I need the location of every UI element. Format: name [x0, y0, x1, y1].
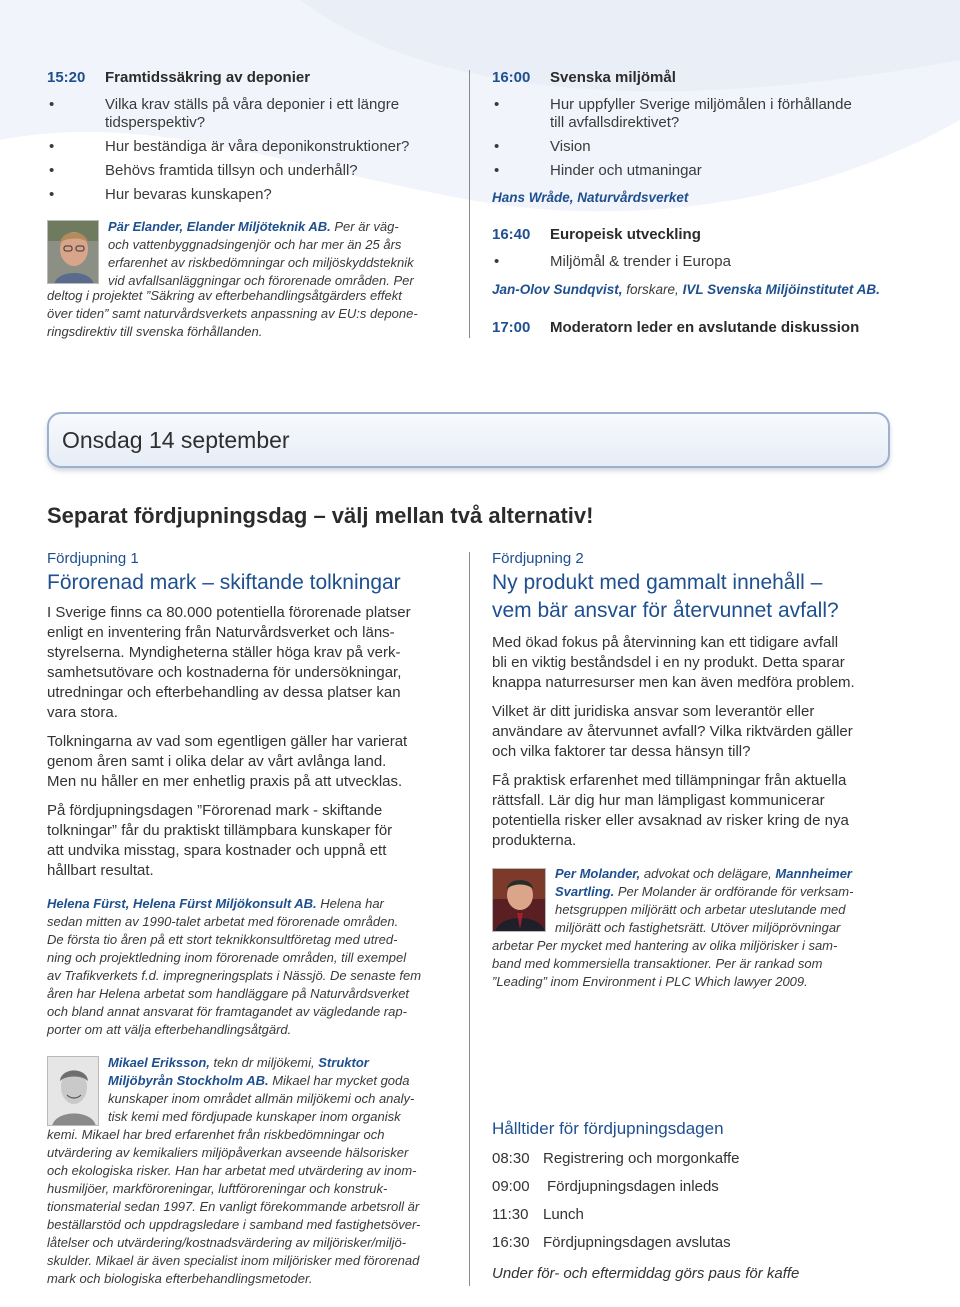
bullet-text: Vision: [550, 138, 591, 155]
speaker-line: [492, 281, 912, 299]
schedule-row: [492, 1201, 912, 1229]
portrait-image: [48, 1057, 99, 1126]
schedule-text: Registrering och morgonkaffe: [543, 1150, 740, 1167]
bullet-text: Miljömål & trender i Europa: [550, 253, 731, 270]
text-line: Med ökad fokus på återvinning kan ett tidigare avfall: [492, 634, 839, 651]
bullet-text: Behövs framtida tillsyn och underhåll?: [105, 162, 358, 179]
bullet-text: Hur uppfyller Sverige miljömålen i förhållande: [550, 96, 852, 113]
schedule-row: [492, 1229, 912, 1257]
schedule-row: [492, 1145, 912, 1173]
speaker-role: advokat och delägare,: [640, 866, 776, 881]
speaker-name: Jan-Olov Sundqvist,: [492, 282, 623, 297]
bio-line: De första tio åren på ett stort teknikkonsultföretag med utred-: [47, 932, 398, 947]
schedule-time: 11:30: [492, 1206, 529, 1223]
session-title: Svenska miljömål: [550, 69, 676, 86]
paragraph: [492, 633, 912, 693]
bio-line: och bland annat ansvarat för framtagandet av vägledande rap-: [47, 1004, 407, 1019]
schedule-title: Hålltider för fördjupningsdagen: [492, 1119, 724, 1138]
paragraph: [47, 801, 457, 881]
speaker-bio: [108, 1054, 458, 1126]
paragraph: [492, 771, 912, 851]
column-divider: [469, 552, 470, 1286]
text-line: potentiella risker eller avsaknad av risker kring de nya: [492, 812, 849, 829]
schedule-row: [492, 1173, 912, 1201]
deep-dive-2: [492, 550, 912, 851]
bio-line: kunskaper inom området allmän miljökemi och analy-: [108, 1091, 415, 1106]
time-label: 16:40: [492, 226, 531, 243]
bio-line: av Trafikverkets f.d. impregneringsplats i Nässjö. De senaste fem: [47, 968, 422, 983]
bullet-text: Hur beständiga är våra deponikonstruktioner?: [105, 138, 410, 155]
bio-line: deltog i projektet ”Säkring av efterbehandlingsåtgärders effekt: [47, 288, 402, 303]
deep-dive-title: [492, 569, 912, 625]
bullet-item: • Vision: [494, 138, 591, 155]
bio-line: och vattenbyggnadsingenjör och har mer än 25 års: [108, 237, 402, 252]
speaker-org: IVL Svenska Miljöinstitutet AB.: [682, 282, 880, 297]
bio-line: husmiljöer, markföroreningar, luftföroreningar och konstruk-: [47, 1181, 388, 1196]
schedule-text: Fördjupningsdagen avslutas: [543, 1234, 731, 1251]
text-line: tolkningar” får du praktiskt tillämpbara kunskaper för: [47, 822, 393, 839]
program-left: [47, 69, 452, 204]
program-item: [492, 226, 912, 244]
speaker-photo: [47, 1056, 99, 1126]
schedule-note: Under för- och eftermiddag görs paus för kaffe: [492, 1265, 800, 1282]
bullet-item: • Hur beständiga är våra deponikonstruktioner?: [49, 138, 410, 155]
bio-line: hetsgruppen miljörätt och arbetar uteslutande med: [555, 902, 846, 917]
bullet-item: • Miljömål & trender i Europa: [494, 253, 731, 270]
text-line: I Sverige finns ca 80.000 potentiella förorenade platser: [47, 604, 411, 621]
bio-line: tisk kemi med fördjupade kunskaper inom organisk: [108, 1109, 401, 1124]
text-line: Men nu håller en mer enhetlig praxis på att utvecklas.: [47, 773, 403, 790]
bio-line: över tiden” samt naturvårdsverkets anpassning av EU:s depone-: [47, 306, 418, 321]
speaker-org: Svartling.: [555, 884, 615, 899]
text-line: Tolkningarna av vad som egentligen gäller har varierat: [47, 733, 408, 750]
bullet-item: [47, 114, 452, 132]
speaker-bio-continued: [492, 937, 912, 991]
bullet-item: [492, 114, 912, 132]
text-line: samhetsutövare och kostnaderna för undersökningar,: [47, 664, 402, 681]
bullet-text: Vilka krav ställs på våra deponier i ett längre: [105, 96, 400, 113]
speaker-bio: [108, 218, 453, 290]
deep-dive-1: [47, 550, 457, 1039]
speaker-org: Mannheimer: [775, 866, 852, 881]
session-title: Europeisk utveckling: [550, 226, 701, 243]
speaker-photo: [47, 220, 99, 284]
bullet-item: • Hur uppfyller Sverige miljömålen i förhållande: [494, 96, 852, 113]
text-line: hållbart resultat.: [47, 862, 154, 879]
bio-line: band med kommersiella transaktioner. Per är rankad som: [492, 956, 823, 971]
bio-line: åren har Helena arbetat som handläggare på Naturvårdsverket: [47, 986, 410, 1001]
schedule-time: 08:30: [492, 1150, 530, 1167]
text-line: att undvika misstag, spara kostnader och uppnå ett: [47, 842, 387, 859]
speaker-name: Mikael Eriksson,: [108, 1055, 210, 1070]
speaker-bio: [555, 865, 915, 937]
deep-dive-label: Fördjupning 2: [492, 550, 584, 567]
bio-line: sedan mitten av 1990-talet arbetat med förorenade områden.: [47, 914, 399, 929]
bio-line: Helena har: [316, 896, 384, 911]
bullet-text: Hinder och utmaningar: [550, 162, 702, 179]
speaker-name: Helena Fürst, Helena Fürst Miljökonsult AB.: [47, 896, 317, 911]
paragraph: [47, 603, 457, 723]
bio-line: arbetar Per mycket med hantering av olika miljörisker i sam-: [492, 938, 838, 953]
text-line: enligt en inventering från Naturvårdsverket och läns-: [47, 624, 395, 641]
program-right: [492, 69, 912, 337]
text-line: Vilket är ditt juridiska ansvar som leverantör eller: [492, 703, 815, 720]
text-line: vara stora.: [47, 704, 118, 721]
schedule: [492, 1117, 912, 1282]
speaker-org: Miljöbyrån Stockholm AB.: [108, 1073, 269, 1088]
text-line: rättsfall. Lär dig hur man lämpligast kommunicerar: [492, 792, 825, 809]
session-title: Moderatorn leder en avslutande diskussion: [550, 319, 860, 336]
text-line: bli en viktig beståndsdel i en ny produkt. Detta sparar: [492, 654, 845, 671]
text-line: utredningar och efterbehandling av dessa platser kan: [47, 684, 401, 701]
bio-line: ”Leading” inom Environment i PLC Which lawyer 2009.: [492, 974, 808, 989]
bio-line: och ekologiska risker. Han har arbetat med utvärdering av inom-: [47, 1163, 417, 1178]
bullet-text: tidsperspektiv?: [105, 114, 206, 131]
bio-line: mark och biologiska efterbehandlingsmetoder.: [47, 1271, 313, 1286]
day-label: Onsdag 14 september: [62, 427, 290, 453]
speaker-bio-continued: [47, 287, 457, 341]
text-line: produkterna.: [492, 832, 577, 849]
schedule-text: Fördjupningsdagen inleds: [547, 1178, 719, 1195]
schedule-time: 16:30: [492, 1234, 530, 1251]
title-line: vem bär ansvar för återvunnet avfall?: [492, 599, 839, 622]
title-line: Ny produkt med gammalt innehåll –: [492, 571, 823, 594]
text-line: genom åren samt i olika delar av vårt avlånga land.: [47, 753, 387, 770]
bullet-text: till avfallsdirektivet?: [550, 114, 680, 131]
speaker-role: tekn dr miljökemi,: [209, 1055, 319, 1070]
text-line: knappa naturresurser men kan även medföra problem.: [492, 674, 855, 691]
bio-line: ning och projektledning inom förorenade områden, till exempel: [47, 950, 407, 965]
deep-dive-label: Fördjupning 1: [47, 550, 139, 567]
portrait-image: [48, 221, 99, 284]
text-line: styrelserna. Myndigheterna ställer höga krav på verk-: [47, 644, 401, 661]
bullet-item: • Vilka krav ställs på våra deponier i ett längre: [49, 96, 400, 113]
portrait-image: [493, 869, 546, 932]
program-item: [492, 69, 912, 87]
program-item: [47, 69, 452, 87]
bio-line: kemi. Mikael har bred erfarenhet från riskbedömningar och: [47, 1127, 385, 1142]
time-label: 15:20: [47, 69, 86, 86]
bullet-item: • Hur bevaras kunskapen?: [49, 186, 272, 203]
bio-line: Per är väg-: [334, 219, 399, 234]
column-divider: [469, 70, 470, 338]
text-line: användare av återvunnet avfall? Vilka riktvärden gäller: [492, 723, 853, 740]
bio-line: tionsmaterial sedan 1997. En vanligt förekommande arbetsroll är: [47, 1199, 420, 1214]
time-label: 16:00: [492, 69, 531, 86]
schedule-text: Lunch: [543, 1206, 584, 1223]
bio-line: beställarstöd och uppdragsledare i samband med fastighetsöver-: [47, 1217, 421, 1232]
bullet-item: • Behövs framtida tillsyn och underhåll?: [49, 162, 358, 179]
speaker-name: Hans Wråde, Naturvårdsverket: [492, 190, 689, 205]
speaker-name: Per Molander,: [555, 866, 641, 881]
bio-line: Per Molander är ordförande för verksam-: [614, 884, 854, 899]
speaker-role: forskare,: [622, 282, 683, 297]
bio-line: låtelser och utvärdering/kostnadsvärdering av miljörisker/miljö-: [47, 1235, 407, 1250]
bullet-text: Hur bevaras kunskapen?: [105, 186, 272, 203]
deep-dive-title: Förorenad mark – skiftande tolkningar: [47, 571, 401, 594]
bio-line: Mikael har mycket goda: [268, 1073, 410, 1088]
bio-line: erfarenhet av riskbedömningar och miljöskyddsteknik: [108, 255, 414, 270]
bio-line: porter om att välja efterbehandlingsåtgärd.: [47, 1022, 292, 1037]
text-line: Få praktisk erfarenhet med tillämpningar från aktuella: [492, 772, 847, 789]
speaker-bio-continued: [47, 1126, 462, 1288]
text-line: På fördjupningsdagen ”Förorenad mark - skiftande: [47, 802, 383, 819]
speaker-org: Struktor: [318, 1055, 369, 1070]
speaker-bio: [47, 895, 457, 1039]
schedule-time: 09:00: [492, 1178, 530, 1195]
speaker-name: Pär Elander, Elander Miljöteknik AB.: [108, 219, 331, 234]
bio-line: ringsdirektiv till svenska förhållanden.: [47, 324, 263, 339]
bio-line: utvärdering av kemikaliers miljöpåverkan avseende hälsorisker: [47, 1145, 409, 1160]
bio-line: miljörätt och fastighetsrätt. Utöver miljöprövningar: [555, 920, 841, 935]
text-line: och vilka faktorer tar dessa hänsyn till?: [492, 743, 751, 760]
section-heading: Separat fördjupningsdag – välj mellan två alternativ!: [47, 503, 594, 528]
day-banner: [47, 412, 890, 468]
session-title: Framtidssäkring av deponier: [105, 69, 311, 86]
program-item: [492, 319, 912, 337]
bio-line: vid avfallsanläggningar och förorenade områden. Per: [108, 273, 414, 288]
bio-line: skulder. Mikael är även specialist inom miljörisker med förorenad: [47, 1253, 420, 1268]
time-label: 17:00: [492, 319, 531, 336]
paragraph: [492, 702, 912, 762]
bullet-item: • Hinder och utmaningar: [494, 162, 702, 179]
speaker-photo: [492, 868, 546, 932]
paragraph: [47, 732, 457, 792]
